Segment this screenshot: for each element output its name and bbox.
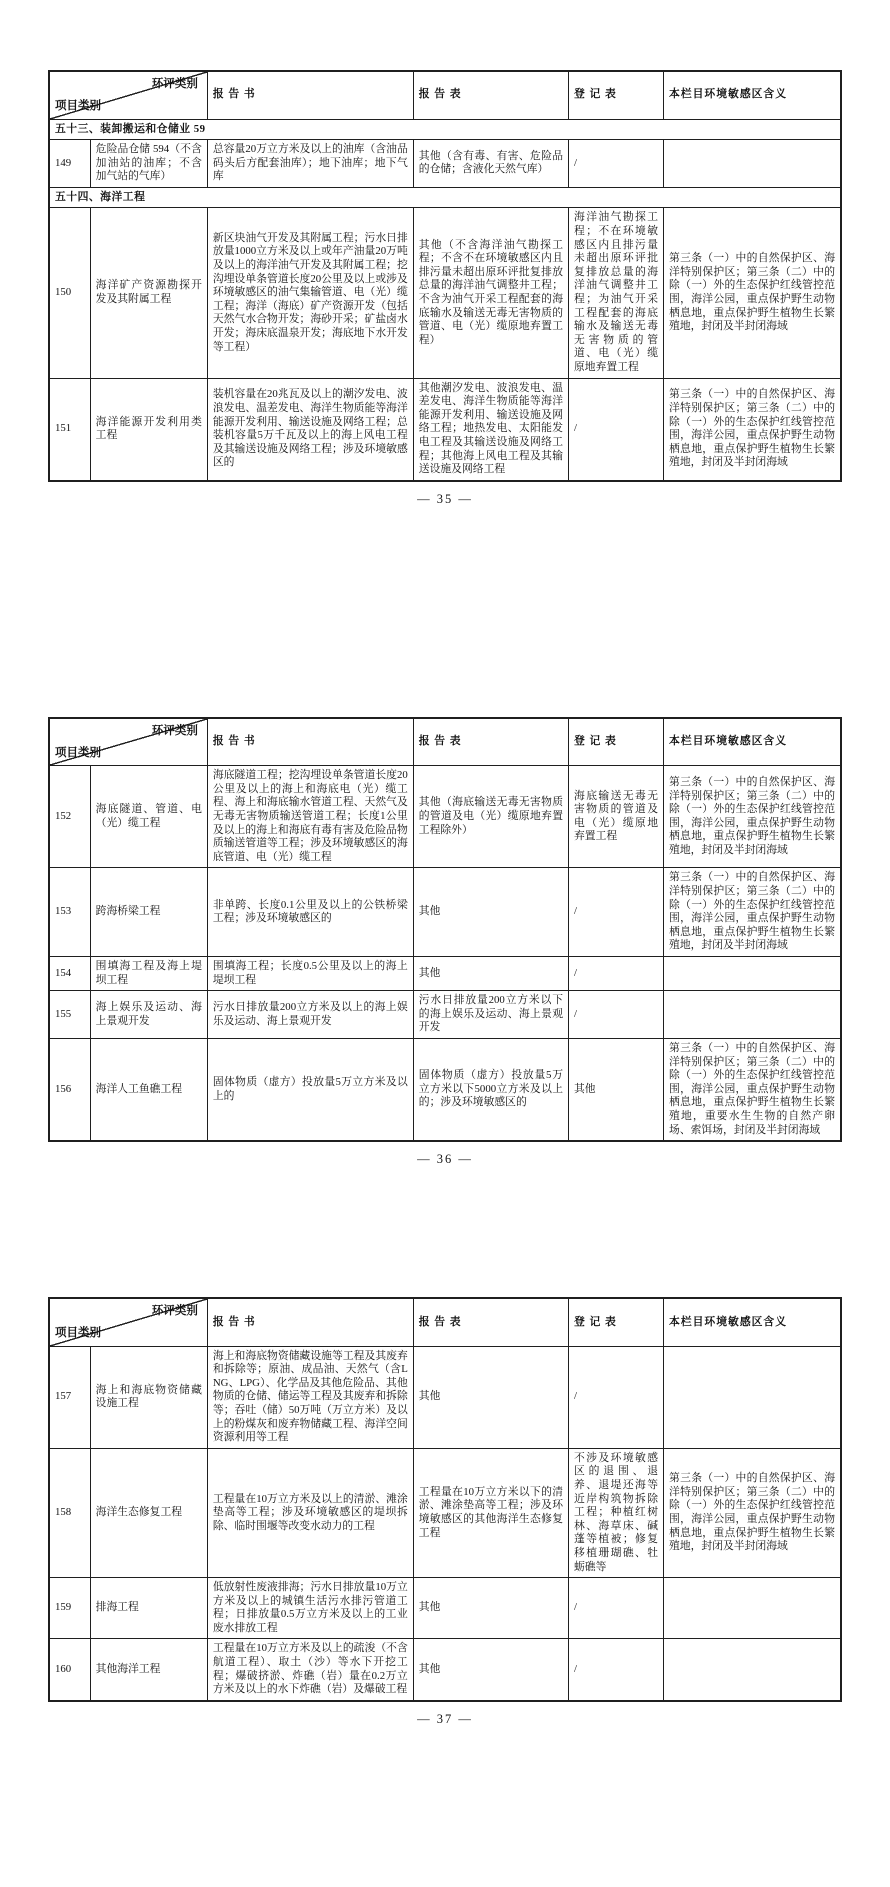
table-body xyxy=(49,766,841,1141)
category-cell: 海洋人工鱼礁工程 xyxy=(90,1038,207,1141)
registration-cell: / xyxy=(569,868,664,957)
registration-cell: / xyxy=(569,1578,664,1639)
registration-cell: / xyxy=(569,991,664,1039)
meaning-cell xyxy=(664,140,841,188)
page-number: — 36 — xyxy=(417,1152,473,1167)
report-book-cell: 工程量在10万立方米及以上的清淤、滩涂垫高等工程；涉及环境敏感区的堤坝拆除、临时围堰等改变水动力的工程 xyxy=(207,1448,413,1577)
report-book-cell: 装机容量在20兆瓦及以上的潮汐发电、波浪发电、温差发电、海洋生物质能等海洋能源开发利用、输送设施及网络工程；总装机容量5万千瓦及以上的海上风电工程及其输送设施及网络工程；涉及环境敏感区的 xyxy=(207,378,413,481)
registration-cell: 不涉及环境敏感区的退围、退养、退堤还海等近岸构筑物拆除工程；种植红树林、海草床、碱蓬等植被；修复移植珊瑚礁、牡蛎礁等 xyxy=(569,1448,664,1577)
registration-cell: / xyxy=(569,378,664,481)
category-cell: 海底隧道、管道、电（光）缆工程 xyxy=(90,766,207,868)
category-cell: 其他海洋工程 xyxy=(90,1639,207,1701)
page-number: — 37 — xyxy=(417,1711,473,1726)
report-form-cell: 工程量在10万立方米以下的清淤、滩涂垫高等工程；涉及环境敏感区的其他海洋生态修复工程 xyxy=(413,1448,568,1577)
report-form-cell: 其他 xyxy=(413,868,568,957)
page-sheet-36 xyxy=(0,717,890,1167)
report-form-cell: 其他 xyxy=(413,1346,568,1448)
col-header-report-book: 报 告 书 xyxy=(207,71,413,119)
corner-label-eia-category: 环评类别 xyxy=(151,78,198,90)
meaning-cell: 第三条（一）中的自然保护区、海洋特别保护区；第三条（二）中的除（一）外的生态保护红线管控范围，海洋公园，重点保护野生动物栖息地，重点保护野生植物生长繁殖地，封闭及半封闭海域 xyxy=(664,208,841,378)
meaning-cell: 第三条（一）中的自然保护区、海洋特别保护区；第三条（二）中的除（一）外的生态保护红线管控范围，海洋公园，重点保护野生动物栖息地，重点保护野生植物生长繁殖地，封闭及半封闭海域 xyxy=(664,1448,841,1577)
table-row xyxy=(49,991,841,1039)
table-row xyxy=(49,1346,841,1448)
table-row xyxy=(49,1639,841,1701)
page-sheet-37 xyxy=(0,1297,890,1727)
category-cell: 海洋能源开发利用类工程 xyxy=(90,378,207,481)
registration-cell: / xyxy=(569,956,664,990)
header-row xyxy=(49,718,841,766)
meaning-cell xyxy=(664,1639,841,1701)
row-id-cell: 150 xyxy=(49,208,90,378)
col-header-report-form: 报 告 表 xyxy=(413,71,568,119)
meaning-cell: 第三条（一）中的自然保护区、海洋特别保护区；第三条（二）中的除（一）外的生态保护红线管控范围，海洋公园，重点保护野生动物栖息地，重点保护野生植物生长繁殖地，封闭及半封闭海域 xyxy=(664,378,841,481)
page-number: — 35 — xyxy=(417,491,473,506)
header-row xyxy=(49,1298,841,1346)
report-form-cell: 其他 xyxy=(413,1578,568,1639)
registration-cell: / xyxy=(569,140,664,188)
col-header-report-book: 报 告 书 xyxy=(207,1298,413,1346)
report-form-cell: 其他（不含海洋油气勘探工程；不含不在环境敏感区内且排污量未超出原环评批复排放总量的海洋油气调整井工程；不含为油气开采工程配套的海底输水及输送无毒无害物质的管道、电（光）缆原地弃置工程） xyxy=(413,208,568,378)
corner-label-eia-category: 环评类别 xyxy=(151,724,198,737)
eia-classification-table-page-35 xyxy=(48,70,842,482)
category-cell: 海上和海底物资储藏设施工程 xyxy=(90,1346,207,1448)
row-id-cell: 159 xyxy=(49,1578,90,1639)
meaning-cell xyxy=(664,1578,841,1639)
col-header-sensitive-meaning: 本栏目环境敏感区含义 xyxy=(664,718,841,766)
table-body xyxy=(49,119,841,481)
row-id-cell: 157 xyxy=(49,1346,90,1448)
report-form-cell: 固体物质（虚方）投放量5万立方米以下5000立方米及以上的；涉及环境敏感区的 xyxy=(413,1038,568,1141)
report-book-cell: 低放射性废液排海；污水日排放量10万立方米及以上的城镇生活污水排污管道工程；日排放量0.5万立方米及以上的工业废水排放工程 xyxy=(207,1578,413,1639)
corner-header-cell xyxy=(49,1298,207,1346)
row-id-cell: 155 xyxy=(49,991,90,1039)
row-id-cell: 160 xyxy=(49,1639,90,1701)
report-form-cell: 其他（海底输送无毒无害物质的管道及电（光）缆原地弃置工程除外） xyxy=(413,766,568,868)
section-header-row xyxy=(49,187,841,208)
col-header-sensitive-meaning: 本栏目环境敏感区含义 xyxy=(664,1298,841,1346)
report-form-cell: 其他（含有毒、有害、危险品的仓储；含液化天然气库） xyxy=(413,140,568,188)
table-row xyxy=(49,208,841,378)
table-row xyxy=(49,956,841,990)
report-book-cell: 新区块油气开发及其附属工程；污水日排放量1000立方米及以上或年产油量20万吨及以上的海洋油气开发及其附属工程；挖沟埋设单条管道长度20公里及以上或涉及环境敏感区的油气集输管道、电（光）缆工程；海洋（海底）矿产资源开发（包括天然气水合物开发；海砂开采；矿盐卤水开发；海床底温泉开发；海底地下水开发等工程） xyxy=(207,208,413,378)
corner-label-eia-category: 环评类别 xyxy=(151,1305,198,1318)
row-id-cell: 158 xyxy=(49,1448,90,1577)
meaning-cell: 第三条（一）中的自然保护区、海洋特别保护区；第三条（二）中的除（一）外的生态保护红线管控范围，海洋公园，重点保护野生动物栖息地，重点保护野生植物生长繁殖地，封闭及半封闭海域 xyxy=(664,766,841,868)
row-id-cell: 153 xyxy=(49,868,90,957)
row-id-cell: 152 xyxy=(49,766,90,868)
table-row xyxy=(49,868,841,957)
meaning-cell: 第三条（一）中的自然保护区、海洋特别保护区；第三条（二）中的除（一）外的生态保护红线管控范围，海洋公园，重点保护野生动物栖息地，重点保护野生植物生长繁殖地，封闭及半封闭海域 xyxy=(664,868,841,957)
row-id-cell: 149 xyxy=(49,140,90,188)
row-id-cell: 151 xyxy=(49,378,90,481)
table-row xyxy=(49,378,841,481)
col-header-report-book: 报 告 书 xyxy=(207,718,413,766)
row-id-cell: 154 xyxy=(49,956,90,990)
row-id-cell: 156 xyxy=(49,1038,90,1141)
category-cell: 跨海桥梁工程 xyxy=(90,868,207,957)
eia-classification-table-page-37 xyxy=(48,1297,842,1702)
col-header-registration-form: 登 记 表 xyxy=(569,718,664,766)
report-form-cell: 其他 xyxy=(413,956,568,990)
col-header-registration-form: 登 记 表 xyxy=(569,71,664,119)
section-header-row xyxy=(49,119,841,140)
report-book-cell: 总容量20万立方米及以上的油库（含油品码头后方配套油库）；地下油库；地下气库 xyxy=(207,140,413,188)
col-header-sensitive-meaning: 本栏目环境敏感区含义 xyxy=(664,71,841,119)
registration-cell: / xyxy=(569,1639,664,1701)
category-cell: 海洋生态修复工程 xyxy=(90,1448,207,1577)
table-row xyxy=(49,140,841,188)
category-cell: 围填海工程及海上堤坝工程 xyxy=(90,956,207,990)
meaning-cell: 第三条（一）中的自然保护区、海洋特别保护区；第三条（二）中的除（一）外的生态保护红线管控范围，海洋公园，重点保护野生动物栖息地，重点保护野生植物生长繁殖地，重要水生生物的自然产卵场、索饵场，封闭及半封闭海域 xyxy=(664,1038,841,1141)
report-book-cell: 非单跨、长度0.1公里及以上的公铁桥梁工程；涉及环境敏感区的 xyxy=(207,868,413,957)
table-row xyxy=(49,766,841,868)
corner-label-project-category: 项目类别 xyxy=(55,1327,101,1340)
category-cell: 海洋矿产资源勘探开发及其附属工程 xyxy=(90,208,207,378)
corner-header-cell xyxy=(49,718,207,766)
corner-header-cell xyxy=(49,71,207,119)
corner-label-project-category: 项目类别 xyxy=(55,746,101,759)
report-book-cell: 海底隧道工程；挖沟埋设单条管道长度20公里及以上的海上和海底电（光）缆工程、海上和海底输水管道工程、天然气及无毒无害物质输送管道工程；长度1公里及以上的海上和海底有毒有害及危险品物质输送管道等工程；涉及环境敏感区的海底管道、电（光）缆工程 xyxy=(207,766,413,868)
eia-classification-table-page-36 xyxy=(48,717,842,1142)
category-cell: 排海工程 xyxy=(90,1578,207,1639)
category-cell: 危险品仓储 594（不含加油站的油库；不含加气站的气库） xyxy=(90,140,207,188)
meaning-cell xyxy=(664,991,841,1039)
registration-cell: / xyxy=(569,1346,664,1448)
page-sheet-35 xyxy=(0,0,890,507)
report-form-cell: 其他 xyxy=(413,1639,568,1701)
table-row xyxy=(49,1578,841,1639)
header-row xyxy=(49,71,841,119)
corner-label-project-category: 项目类别 xyxy=(55,100,101,113)
report-book-cell: 工程量在10万立方米及以上的疏浚（不含航道工程）、取土（沙）等水下开挖工程；爆破挤淤、炸礁（岩）量在0.2万立方米及以上的水下炸礁（岩）及爆破工程 xyxy=(207,1639,413,1701)
col-header-report-form: 报 告 表 xyxy=(413,718,568,766)
report-form-cell: 污水日排放量200立方米以下的海上娱乐及运动、海上景观开发 xyxy=(413,991,568,1039)
report-book-cell: 固体物质（虚方）投放量5万立方米及以上的 xyxy=(207,1038,413,1141)
section-header: 五十四、海洋工程 xyxy=(49,187,841,208)
table-body xyxy=(49,1346,841,1701)
meaning-cell xyxy=(664,956,841,990)
registration-cell: 其他 xyxy=(569,1038,664,1141)
section-header: 五十三、装卸搬运和仓储业 59 xyxy=(49,119,841,140)
table-row xyxy=(49,1038,841,1141)
meaning-cell xyxy=(664,1346,841,1448)
category-cell: 海上娱乐及运动、海上景观开发 xyxy=(90,991,207,1039)
report-book-cell: 围填海工程；长度0.5公里及以上的海上堤坝工程 xyxy=(207,956,413,990)
registration-cell: 海洋油气勘探工程；不在环境敏感区内且排污量未超出原环评批复排放总量的海洋油气调整井工程；为油气开采工程配套的海底输水及输送无毒无害物质的管道、电（光）缆原地弃置工程 xyxy=(569,208,664,378)
report-book-cell: 海上和海底物资储藏设施等工程及其废弃和拆除等；原油、成品油、天然气（含LNG、LPG）、化学品及其他危险品、其他物质的仓储、储运等工程及其废弃和拆除等；吞吐（储）50万吨（万立方米）及以上的粉煤灰和废弃物储藏工程、海洋空间资源利用等工程 xyxy=(207,1346,413,1448)
col-header-registration-form: 登 记 表 xyxy=(569,1298,664,1346)
col-header-report-form: 报 告 表 xyxy=(413,1298,568,1346)
report-book-cell: 污水日排放量200立方米及以上的海上娱乐及运动、海上景观开发 xyxy=(207,991,413,1039)
table-row xyxy=(49,1448,841,1577)
report-form-cell: 其他潮汐发电、波浪发电、温差发电、海洋生物质能等海洋能源开发利用、输送设施及网络工程；地热发电、太阳能发电工程及其输送设施及网络工程；其他海上风电工程及其输送设施及网络工程 xyxy=(413,378,568,481)
registration-cell: 海底输送无毒无害物质的管道及电（光）缆原地弃置工程 xyxy=(569,766,664,868)
